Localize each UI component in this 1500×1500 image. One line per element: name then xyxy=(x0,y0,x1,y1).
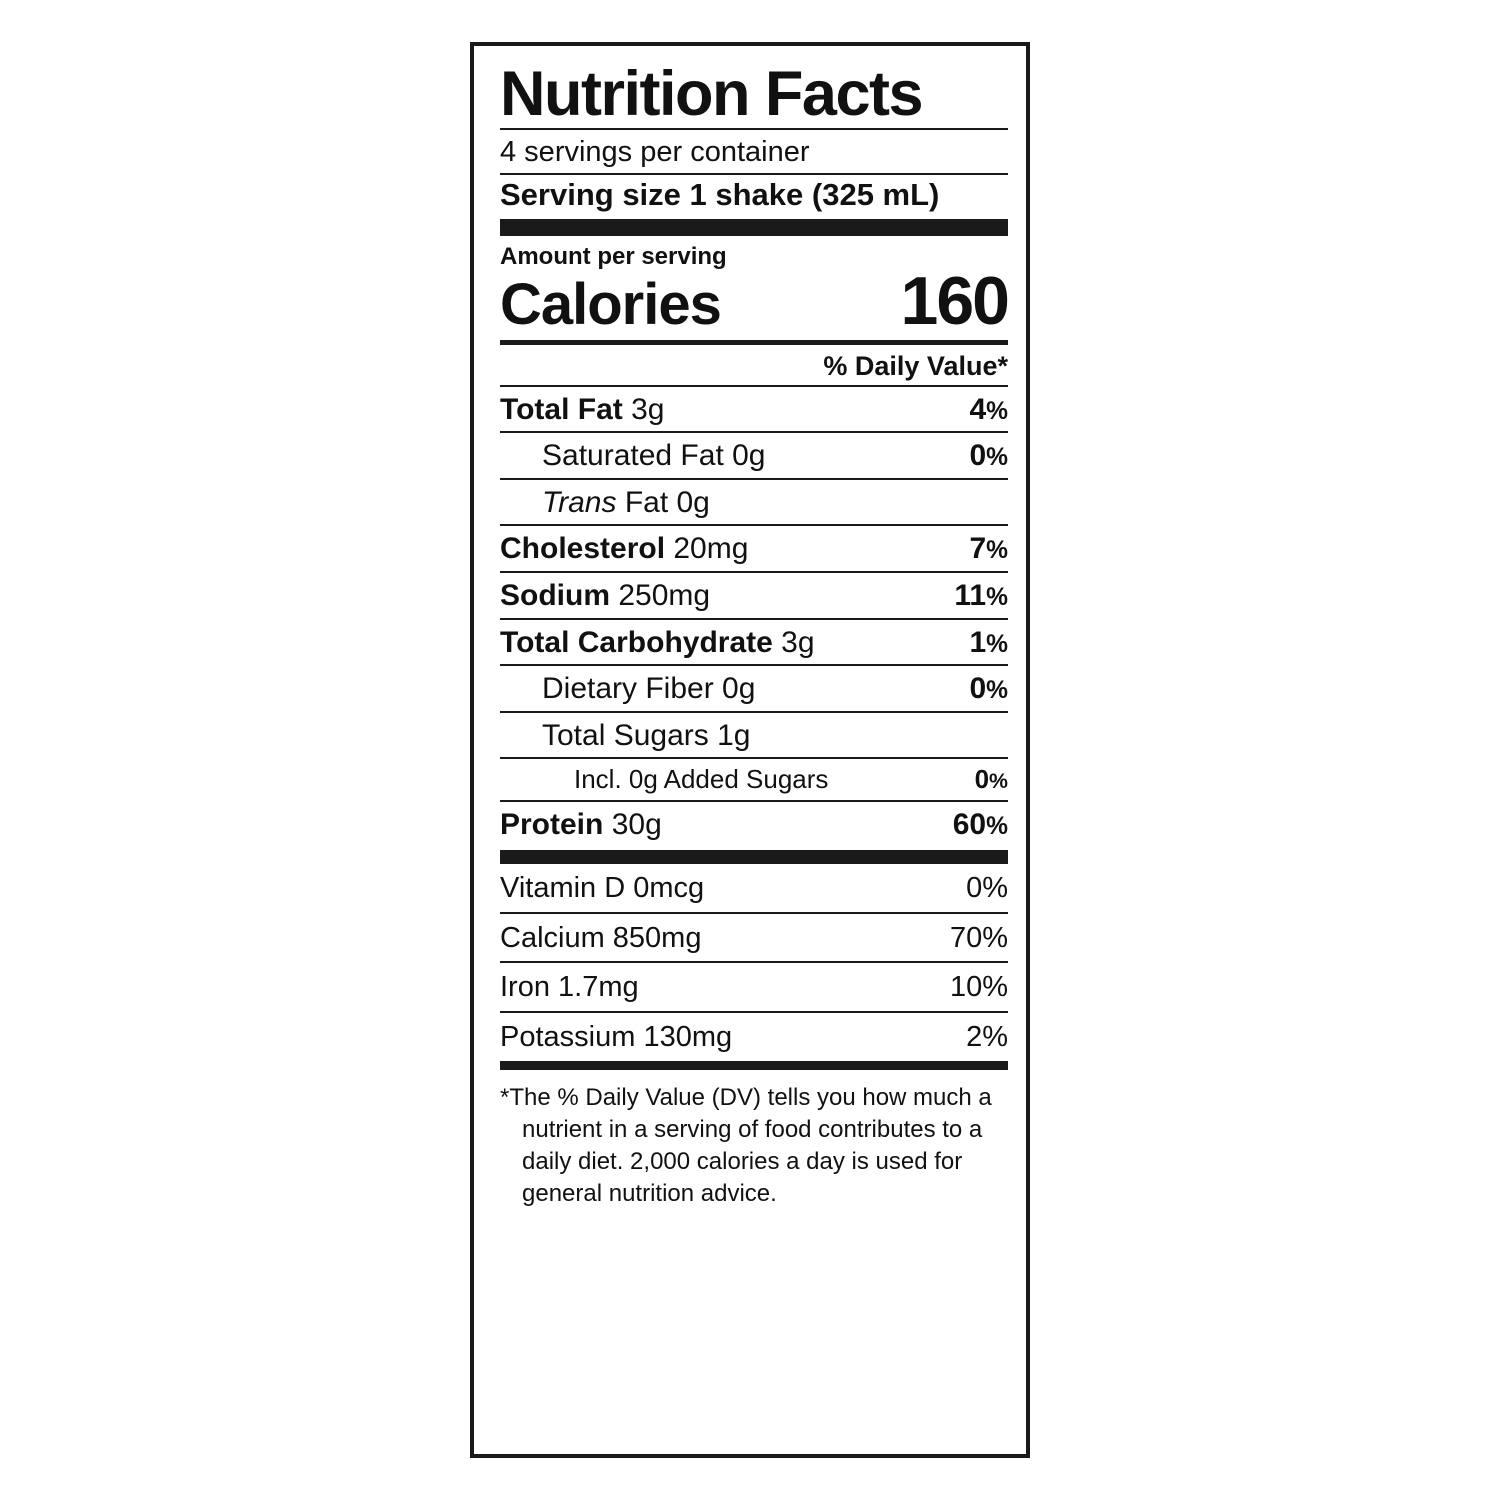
row-potassium-dv: 2% xyxy=(966,1020,1008,1053)
row-protein-name: Protein 30g xyxy=(500,807,662,841)
header-thick-divider xyxy=(500,219,1008,236)
calories-row xyxy=(500,262,1008,340)
row-calcium-dv: 70% xyxy=(949,921,1008,954)
row-cholesterol-name: Cholesterol 20mg xyxy=(500,532,749,566)
row-sodium-dv: 11% xyxy=(954,579,1008,613)
nutrition-facts-panel xyxy=(470,42,1030,1458)
row-total-carbohydrate-dv: 1% xyxy=(969,625,1008,659)
page-title: Nutrition Facts xyxy=(500,59,923,129)
row-sodium-name: Sodium 250mg xyxy=(500,579,711,613)
row-saturated-fat-dv: 0% xyxy=(969,439,1008,473)
row-iron xyxy=(500,963,1008,1012)
nutrition-facts-content xyxy=(500,59,1008,1211)
row-protein-dv: 60% xyxy=(952,807,1008,841)
row-dietary-fiber xyxy=(500,666,1008,713)
row-potassium xyxy=(500,1013,1008,1060)
row-protein xyxy=(500,802,1008,849)
footnote-line-1: *The % Daily Value (DV) tells you how much a xyxy=(500,1084,992,1112)
row-dietary-fiber-name: Dietary Fiber 0g xyxy=(542,672,756,706)
row-trans-fat-name: Trans Fat 0g xyxy=(542,485,710,519)
amount-per-serving-label: Amount per serving xyxy=(500,242,727,270)
row-total-fat-name: Total Fat 3g xyxy=(500,392,665,426)
footnote-line-2: nutrient in a serving of food contributes to a xyxy=(522,1116,983,1144)
row-vitamin-d xyxy=(500,864,1008,913)
row-iron-name: Iron 1.7mg xyxy=(500,971,639,1004)
footnote-line-3: daily diet. 2,000 calories a day is used for xyxy=(522,1148,963,1176)
footnote-divider xyxy=(500,1061,1008,1070)
row-cholesterol-dv: 7% xyxy=(969,532,1008,566)
daily-value-footnote xyxy=(500,1070,1008,1211)
protein-thick-divider xyxy=(500,850,1008,864)
row-dietary-fiber-dv: 0% xyxy=(969,672,1008,706)
row-cholesterol xyxy=(500,526,1008,573)
row-calcium-name: Calcium 850mg xyxy=(500,921,702,954)
row-added-sugars xyxy=(500,759,1008,801)
row-vitamin-d-dv: 0% xyxy=(966,872,1008,905)
row-sodium xyxy=(500,573,1008,620)
row-potassium-name: Potassium 130mg xyxy=(500,1020,733,1053)
daily-value-header: % Daily Value* xyxy=(823,350,1008,381)
row-trans-fat xyxy=(500,480,1008,527)
serving-size: Serving size 1 shake (325 mL) xyxy=(500,176,940,212)
row-added-sugars-name: Incl. 0g Added Sugars xyxy=(574,764,829,795)
calories-value: 160 xyxy=(900,262,1008,339)
row-saturated-fat-name: Saturated Fat 0g xyxy=(542,439,766,473)
footnote-line-4: general nutrition advice. xyxy=(522,1180,777,1208)
row-total-sugars xyxy=(500,713,1008,760)
row-total-sugars-name: Total Sugars 1g xyxy=(542,718,751,752)
row-total-carbohydrate xyxy=(500,620,1008,667)
calories-label: Calories xyxy=(500,271,721,337)
row-saturated-fat xyxy=(500,433,1008,480)
row-added-sugars-dv: 0% xyxy=(974,764,1008,795)
row-vitamin-d-name: Vitamin D 0mcg xyxy=(500,872,705,905)
row-total-fat-dv: 4% xyxy=(969,392,1008,426)
row-total-carbohydrate-name: Total Carbohydrate 3g xyxy=(500,625,815,659)
row-total-fat xyxy=(500,387,1008,434)
servings-per-container: 4 servings per container xyxy=(500,136,810,169)
row-iron-dv: 10% xyxy=(949,971,1008,1004)
row-calcium xyxy=(500,914,1008,963)
